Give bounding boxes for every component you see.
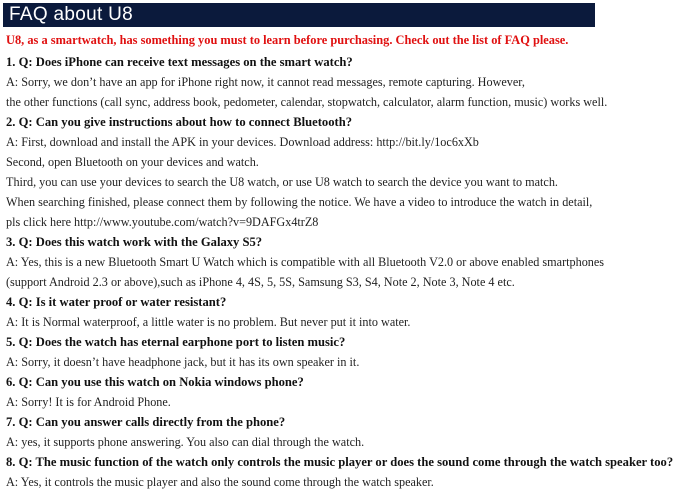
faq-answer-4-line-1: A: It is Normal waterproof, a little water is no problem. But never put it into water. <box>6 315 411 329</box>
faq-answer-3-line-1: A: Yes, this is a new Bluetooth Smart U Watch which is compatible with all Bluetooth V2.0 or above enabled smartphones <box>6 255 605 269</box>
faq-answer-6-line-1: A: Sorry! It is for Android Phone. <box>6 395 171 409</box>
faq-question-8: 8. Q: The music function of the watch only controls the music player or does the sound come through the watch speaker too? <box>6 455 674 469</box>
faq-answer-2-line-3: Third, you can use your devices to search the U8 watch, or use U8 watch to search the device you want to match. <box>6 175 558 189</box>
faq-answer-2-line-2: Second, open Bluetooth on your devices and watch. <box>6 155 259 169</box>
intro-text: U8, as a smartwatch, has something you must to learn before purchasing. Check out the list of FAQ please. <box>6 33 569 47</box>
faq-answer-7-line-1: A: yes, it supports phone answering. You also can dial through the watch. <box>6 435 365 449</box>
faq-question-6: 6. Q: Can you use this watch on Nokia windows phone? <box>6 375 304 389</box>
faq-question-3: 3. Q: Does this watch work with the Galaxy S5? <box>6 235 263 249</box>
faq-answer-2-line-4: When searching finished, please connect them by following the notice. We have a video to introduce the watch in detail, <box>6 195 593 209</box>
faq-question-7: 7. Q: Can you answer calls directly from the phone? <box>6 415 286 429</box>
faq-answer-1-line-2: the other functions (call sync, address book, pedometer, calendar, stopwatch, calculator, alarm function, music) works well. <box>6 95 608 109</box>
faq-question-2: 2. Q: Can you give instructions about how to connect Bluetooth? <box>6 115 352 129</box>
faq-answer-3-line-2: (support Android 2.3 or above),such as iPhone 4, 4S, 5, 5S, Samsung S3, S4, Note 2, Note 3, Note 4 etc. <box>6 275 515 289</box>
faq-answer-2-line-5: pls click here http://www.youtube.com/watch?v=9DAFGx4trZ8 <box>6 215 319 229</box>
faq-answer-2-line-1: A: First, download and install the APK in your devices. Download address: http://bit.ly/1oc6xXb <box>6 135 479 149</box>
faq-answer-1-line-1: A: Sorry, we don’t have an app for iPhone right now, it cannot read messages, remote capturing. However, <box>6 75 525 89</box>
faq-question-4: 4. Q: Is it water proof or water resistant? <box>6 295 227 309</box>
faq-question-1: 1. Q: Does iPhone can receive text messages on the smart watch? <box>6 55 353 69</box>
faq-question-5: 5. Q: Does the watch has eternal earphone port to listen music? <box>6 335 346 349</box>
faq-title: FAQ about U8 <box>3 3 595 27</box>
faq-answer-8-line-1: A: Yes, it controls the music player and also the sound come through the watch speaker. <box>6 475 434 489</box>
faq-answer-5-line-1: A: Sorry, it doesn’t have headphone jack, but it has its own speaker in it. <box>6 355 360 369</box>
faq-list <box>6 52 698 492</box>
